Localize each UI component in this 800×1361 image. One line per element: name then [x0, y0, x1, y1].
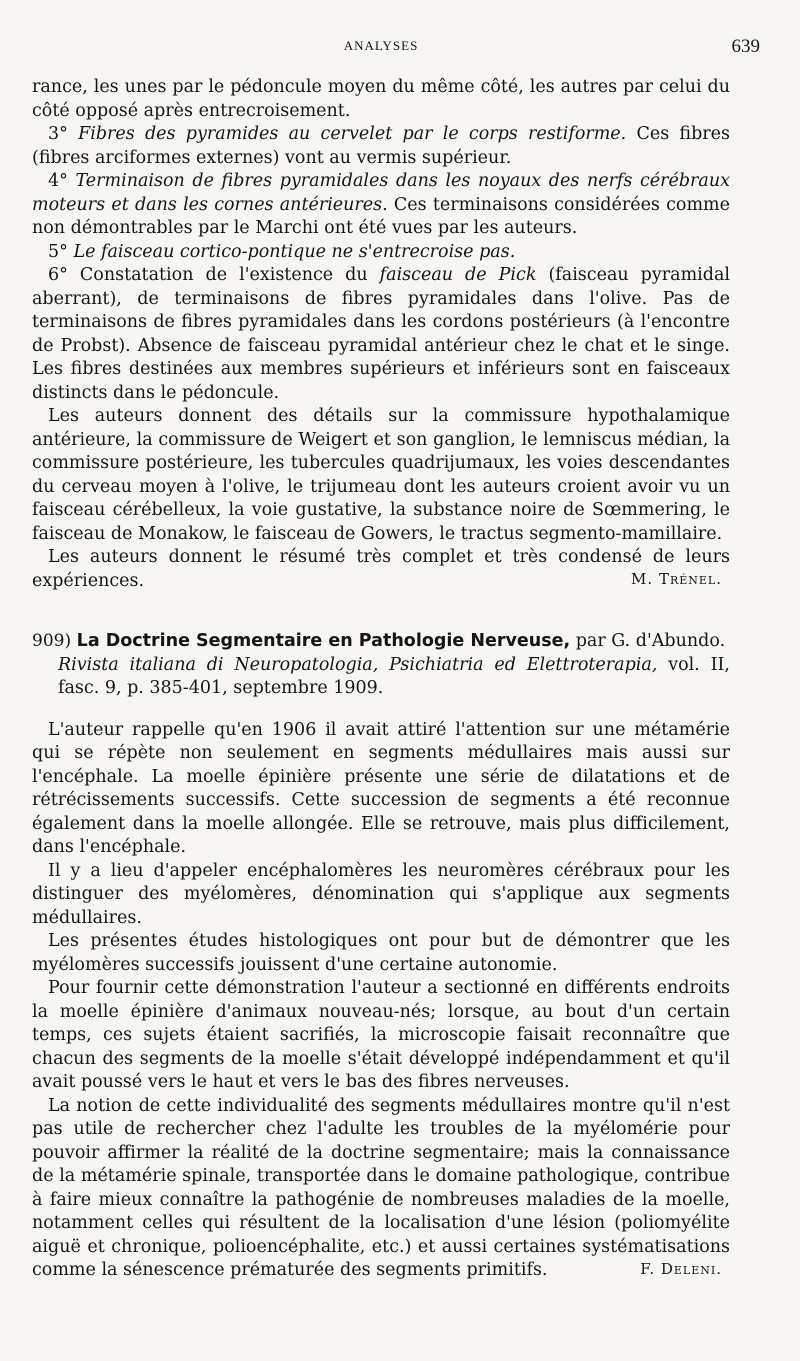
paragraph: Pour fournir cette démonstration l'auteur a sectionné en différents endroits la moelle épinière d'animaux nouveau-nés; lorsque, au bout d'un certain temps, ces sujets étaient sacrifiés, la microscopie faisait reconnaître que chacun des segments de la moelle s'était développé indépendamment et qu'il avait poussé vers le haut et vers le bas des fibres nerveuses. [32, 978, 730, 1092]
item-number: 4° [48, 171, 76, 191]
article-number: 909) [32, 631, 72, 651]
review-article [32, 630, 730, 1278]
article-reference [32, 654, 730, 701]
page-header [32, 36, 760, 62]
item-title: Terminaison de fibres pyramidales dans les noyaux des nerfs cérébraux moteurs et dans les cornes antérieures. [32, 171, 731, 215]
item-number: 3° [48, 124, 79, 144]
item-number: 5° [48, 241, 74, 262]
running-title: ANALYSES [343, 38, 419, 53]
journal-name: Rivista italiana di Neuropatologia, Psichiatria ed Elettroterapia, [58, 654, 658, 675]
paragraph: Les auteurs donnent des détails sur la commissure hypothalamique antérieure, la commissure de Weigert et son ganglion, le lemniscus médian, la commissure postérieure, les tubercules quadrijumaux, les voies descendantes du cerveau moyen à l'olive, le trijumeau dont les auteurs croient avoir vu un faisceau cérébelleux, la voie gustative, la substance noire de Sœmmering, le faisceau de Monakow, le faisceau de Gowers, le tractus segmento-mamillaire. [32, 406, 730, 544]
article-heading [32, 630, 730, 654]
paragraph: rance, les unes par le pédoncule moyen du même côté, les autres par celui du côté opposé après entrecroisement. [32, 77, 730, 121]
paragraph: Il y a lieu d'appeler encéphalomères les neuromères cérébraux pour les distinguer des myélomères, dénomination qui s'applique aux segments médullaires. [32, 860, 730, 928]
item-text: Ces fibres (fibres arciformes externes) vont au vermis supérieur. [32, 124, 730, 168]
paragraph: L'auteur rappelle qu'en 1906 il avait attiré l'attention sur une métamérie qui se répète non seulement en segments médullaires mais aussi sur l'encéphale. La moelle épinière présente une série de dilatations et de rétrécissements successifs. Cette succession de segments a été reconnue également dans la moelle allongée. Elle se retrouve, mais plus difficilement, dans l'encéphale. [32, 719, 730, 857]
paragraph: Les présentes études histologiques ont pour but de démontrer que les myélomères successifs jouissent d'une certaine autonomie. [32, 931, 730, 975]
article-author: par G. d'Abundo. [570, 631, 726, 651]
page-number: 639 [731, 36, 760, 57]
paragraph [32, 241, 730, 265]
item-title: Fibres des pyramides au cervelet par le corps restiforme. [78, 124, 627, 144]
item-title: faisceau de Pick [379, 265, 537, 285]
journal-ref: vol. II, fasc. 9, p. 385-401, septembre 1909. [58, 654, 730, 698]
paragraph: Les auteurs donnent le résumé très complet et très condensé de leurs expériences. [32, 547, 730, 591]
reviewer-signature: F. Deleni. [640, 1259, 722, 1278]
item-text: 6° Constatation de l'existence du [48, 265, 380, 285]
paragraph [32, 170, 730, 241]
reviewer-signature: M. Trénel. [631, 570, 722, 588]
paragraph [32, 264, 730, 405]
item-text: (faisceau pyramidal aberrant), de terminaisons de fibres pyramidales dans l'olive. Pas de terminaisons de fibres pyramidales dans les cordons postérieurs (à l'encontre de Probst). Absence de faisceau pyramidal antérieur chez le chat et le singe. Les fibres destinées aux membres supérieurs et inférieurs sont en faisceaux distincts dans le pédoncule. [32, 265, 730, 403]
item-title: Le faisceau cortico-pontique ne s'entrecroise pas. [73, 241, 516, 262]
paragraph [32, 123, 730, 170]
paragraph: La notion de cette individualité des segments médullaires montre qu'il n'est pas utile de rechercher chez l'adulte les troubles de la myélomérie pour pouvoir affirmer la réalité de la doctrine segmentaire; mais la connaissance de la métamérie spinale, transportée dans le domaine pathologique, contribue à faire mieux connaître la pathogénie de nombreuses maladies de la moelle, notamment celles qui résultent de la localisation d'une lésion (poliomyélite aiguë et chronique, polioencéphalite, etc.) et aussi certaines systématisations comme la sénescence prématurée des segments primitifs. [32, 1095, 730, 1280]
review-continued [32, 76, 731, 591]
item-text: Ces terminaisons considérées comme non démontrables par le Marchi ont été vues par les auteurs. [32, 194, 730, 238]
article-title: La Doctrine Segmentaire en Pathologie Nerveuse, [76, 631, 571, 651]
